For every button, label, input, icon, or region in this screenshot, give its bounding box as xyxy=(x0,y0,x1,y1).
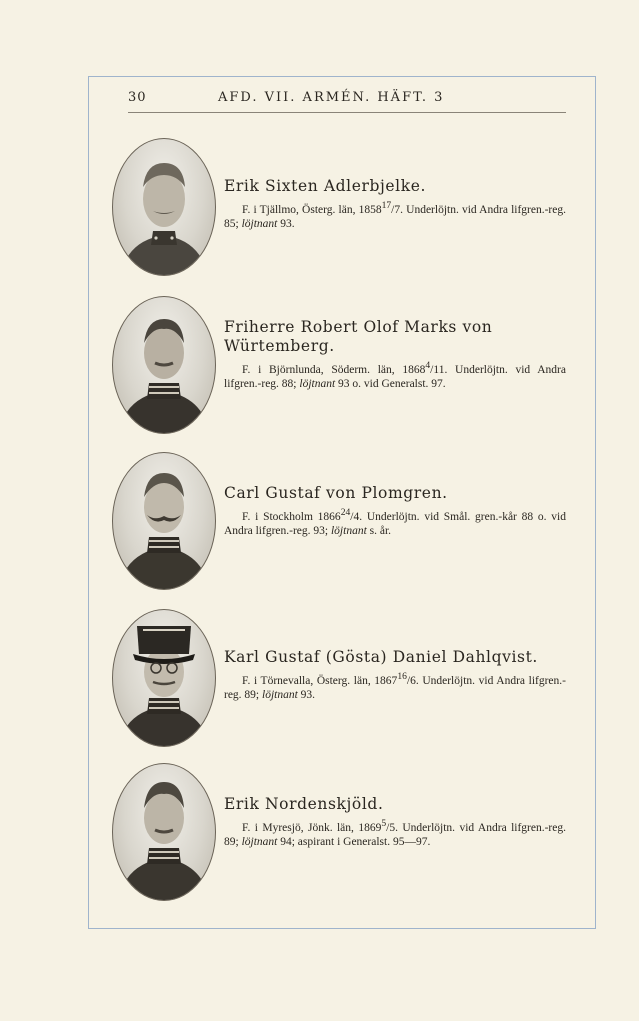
biography: F. i Törnevalla, Österg. län, 1867$^{16}$/6. Underlöjtn. vid Andra lifgren.-reg. 89; löjtnant 93. xyxy=(224,671,566,702)
biography: F. i Tjällmo, Österg. län, 1858$^{17}$/7. Underlöjtn. vid Andra lifgren.-reg. 85; löjtnant 93. xyxy=(224,200,566,231)
biography: F. i Björnlunda, Söderm. län, 1868$^4$/11. Underlöjtn. vid Andra lifgren.-reg. 88; löjtnant 93 o. vid Generalst. 97. xyxy=(224,360,566,391)
person-name: Friherre Robert Olof Marks von Würtemberg. xyxy=(224,318,493,355)
biography: F. i Myresjö, Jönk. län, 1869$^5$/5. Underlöjtn. vid Andra lifgren.-reg. 89; löjtnant 94; aspirant i Generalst. 95—97. xyxy=(224,818,566,849)
page-number: 30 xyxy=(128,90,147,105)
person-name: Carl Gustaf von Plomgren. xyxy=(224,484,448,502)
person-name: Erik Sixten Adlerbjelke. xyxy=(224,177,427,195)
person-name: Erik Nordenskjöld. xyxy=(224,795,384,813)
running-head xyxy=(128,90,566,113)
running-title: AFD. VII. ARMÉN. HÄFT. 3 xyxy=(218,90,445,105)
biography: F. i Stockholm 1866$^{24}$/4. Underlöjtn. vid Smål. gren.-kår 88 o. vid Andra lifgren.-reg. 93; löjtnant s. år. xyxy=(224,507,566,538)
portrait-photo xyxy=(112,763,216,901)
portrait-photo xyxy=(112,452,216,590)
person-name: Karl Gustaf (Gösta) Daniel Dahlqvist. xyxy=(224,648,538,666)
portrait-photo xyxy=(112,138,216,276)
portrait-photo xyxy=(112,296,216,434)
portrait-photo xyxy=(112,609,216,747)
